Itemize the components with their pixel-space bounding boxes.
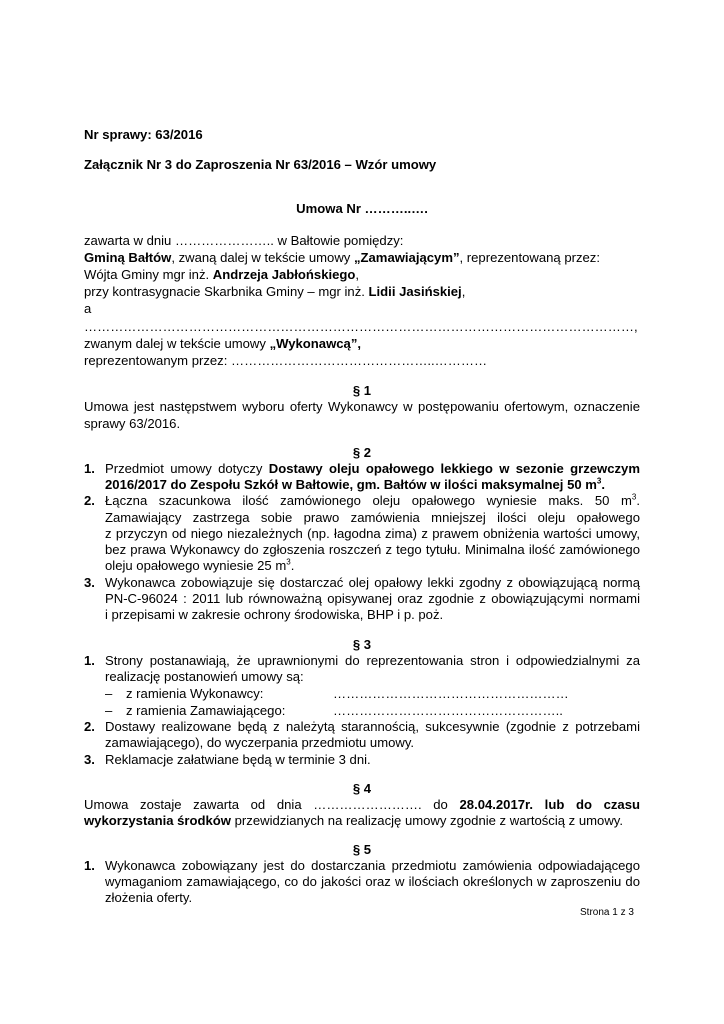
rep-1-dots: ……………………………………………… (333, 686, 569, 701)
section-4-line-2 (84, 813, 640, 830)
section-3-item-1-number: 1. (84, 653, 95, 668)
section-2-item-3-number: 3. (84, 575, 95, 590)
s4-date: 28.04.2017r. lub do czasu (459, 797, 640, 812)
wojt-end: , (355, 267, 360, 282)
section-5-item-1-line-1: Wykonawca zobowiązany jest do dostarczania przedmiotu zamówienia odpowiadającego (105, 858, 640, 873)
section-2-item-2-line-3: z przyczyn od niego niezależnych (np. łagodna zima) z prawem obniżenia wartości umowy, (105, 526, 640, 541)
section-3-heading: § 3 (352, 637, 372, 652)
section-3-item-2-line-2: zamawiającego), do wyczerpania przedmiotu umowy. (105, 735, 415, 750)
section-3-item-2-number: 2. (84, 719, 95, 734)
contract-title: Umowa Nr ………..…. (296, 201, 428, 216)
represented-line: reprezentowanym przez: ………………………………………..………… (84, 353, 488, 368)
section-3-item-1-line-2: realizację postanowień umowy są: (105, 669, 304, 684)
page-number: Strona 1 z 3 (580, 907, 634, 918)
gmina-end: , reprezentowaną przez: (459, 250, 600, 265)
item-2-line-1-end: . (636, 493, 640, 508)
contractor-role: „Wykonawcą”, (269, 336, 362, 351)
wojt-name: Andrzeja Jabłońskiego (212, 267, 356, 282)
section-3-item-3-number: 3. (84, 752, 95, 767)
skarbnik-prefix: przy kontrasygnacie Skarbnika Gminy – mgr inż. (84, 284, 369, 299)
section-2-item-1-number: 1. (84, 461, 95, 476)
rep-2-dots: …………………………………………….. (333, 703, 563, 718)
section-2-item-3-line-2: PN-C-96024 : 2011 lub równoważną opisywanej oraz zgodnie z obowiązującymi normami (105, 591, 640, 606)
section-5-item-1-line-3: złożenia oferty. (105, 890, 193, 905)
section-2-item-2-line-5 (105, 558, 640, 575)
rep-1-label: z ramienia Wykonawcy: (126, 686, 264, 701)
section-2-item-3-line-3: i przepisami w zakresie ochrony środowiska, BHP i p. poż. (105, 607, 444, 622)
item-2-line-5-sup: 3 (286, 557, 291, 567)
section-3-item-2-line-1: Dostawy realizowane będą z należytą starannością, sukcesywnie (zgodnie z potrzebami (105, 719, 640, 734)
section-2-item-1-line-2 (105, 477, 640, 494)
section-1-heading: § 1 (352, 383, 372, 398)
party-skarbnik (84, 284, 640, 301)
case-number: Nr sprawy: 63/2016 (84, 127, 203, 142)
section-1-line-1: Umowa jest następstwem wyboru oferty Wykonawcy w postępowaniu ofertowym, oznaczenie (84, 399, 640, 414)
section-2-item-2-number: 2. (84, 493, 95, 508)
section-5-item-1-line-2: wymaganiom zamawiającego, co do jakości oraz w ilościach określonych w zaproszeniu do (105, 874, 640, 889)
item-1-end: . (601, 477, 606, 492)
section-5-item-1-number: 1. (84, 858, 95, 873)
item-1-subject: Dostawy oleju opałowego lekkiego w sezonie grzewczym (268, 461, 640, 476)
skarbnik-end: , (461, 284, 466, 299)
section-2-item-3-line-1: Wykonawca zobowiązuje się dostarczać olej opałowy lekki zgodny z obowiązującą normą (105, 575, 640, 590)
party-wojt (84, 267, 640, 284)
rep-2-label: z ramienia Zamawiającego: (126, 703, 286, 718)
section-3-item-3-line-1: Reklamacje załatwiane będą w terminie 3 dni. (105, 752, 371, 767)
section-2-heading: § 2 (352, 445, 372, 460)
rep-1-dash: – (105, 686, 113, 701)
item-1-sup: 3 (596, 476, 602, 486)
contractor-line (84, 336, 640, 353)
s4-rest: przewidzianych na realizację umowy zgodnie z wartością z umowy. (231, 813, 624, 828)
s4-funds: wykorzystania środków (84, 813, 231, 828)
gmina-role: „Zamawiającym” (353, 250, 460, 265)
concluded-line: zawarta w dniu ………………….. w Bałtowie pomiędzy: (84, 233, 404, 248)
gmina-mid: , zwaną dalej w tekście umowy (171, 250, 354, 265)
gmina-name: Gminą Bałtów (84, 250, 172, 265)
item-2-line-5-text: oleju opałowego wyniesie 25 m (105, 558, 287, 573)
rep-2-dash: – (105, 703, 113, 718)
party-gmina (84, 250, 640, 267)
item-1-prefix: Przedmiot umowy dotyczy (105, 461, 269, 476)
s4-prefix: Umowa zostaje zawarta od dnia ……………………. do (84, 797, 460, 812)
item-2-line-1-text: Łączna szacunkowa ilość zamówionego oleju opałowego wyniesie maks. 50 m (105, 493, 632, 508)
attachment-title: Załącznik Nr 3 do Zaproszenia Nr 63/2016 – Wzór umowy (84, 157, 437, 172)
section-3-item-1-line-1: Strony postanawiają, że uprawnionymi do reprezentowania stron i odpowiedzialnymi za (105, 653, 640, 668)
skarbnik-name: Lidii Jasińskiej (368, 284, 462, 299)
section-2-item-1-line-1 (105, 461, 640, 478)
item-1-line-2-text: 2016/2017 do Zespołu Szkół w Bałtowie, gm. Bałtów w ilości maksymalnej 50 m (105, 477, 597, 492)
section-1-line-2: sprawy 63/2016. (84, 416, 181, 431)
contractor-dots-line: ………………………………………………………………………………………………………………, (84, 319, 638, 334)
section-4-line-1 (84, 797, 640, 814)
section-2-item-2-line-4: bez prawa Wykonawcy do zgłoszenia roszczeń z tego tytułu. Minimalna ilość zamówionego (105, 542, 640, 557)
wojt-prefix: Wójta Gminy mgr inż. (84, 267, 213, 282)
contractor-prefix: zwanym dalej w tekście umowy (84, 336, 270, 351)
section-4-heading: § 4 (352, 781, 372, 796)
section-2-item-2-line-2: Zamawiający zastrzega sobie prawo zamówienia mniejszej ilości oleju opałowego (105, 510, 640, 525)
item-2-sup: 3 (631, 492, 637, 502)
section-2-item-2-line-1 (105, 493, 640, 510)
and-line: a (84, 301, 92, 316)
section-5-heading: § 5 (352, 842, 372, 857)
item-2-line-5-end: . (290, 558, 295, 573)
